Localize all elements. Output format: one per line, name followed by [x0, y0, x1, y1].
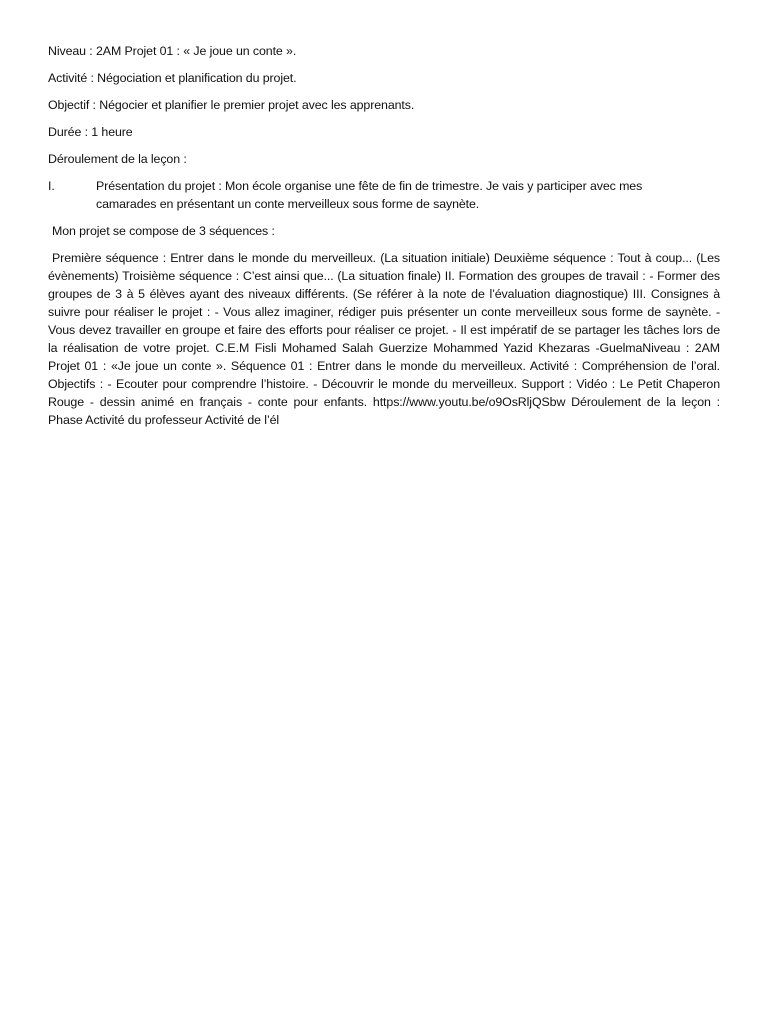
section-one-text: Présentation du projet : Mon école organise une fête de fin de trimestre. Je vais y participer avec mes camarades en présentant un conte merveilleux sous forme de saynète. [96, 179, 643, 211]
projet-intro-line: Mon projet se compose de 3 séquences : [52, 224, 275, 238]
section-one-marker: I. [48, 179, 55, 193]
niveau-line: Niveau : 2AM Projet 01 : « Je joue un conte ». [48, 44, 297, 58]
body-paragraph: Première séquence : Entrer dans le monde du merveilleux. (La situation initiale) Deuxième séquence : Tout à coup... (Les évènements) Troisième séquence : C’est ainsi que... (La situation finale) II. Formation des groupes de travail : - Former des groupes de 3 à 5 élèves ayant des niveaux différents. (Se référer à la note de l’évaluation diagnostique) III. Consignes à suivre pour réaliser le projet : - Vous allez imaginer, rédiger puis présenter un conte merveilleux sous forme de saynète. - Vous devez travailler en groupe et faire des efforts pour réaliser ce projet. - Il est impératif de se partager les tâches lors de la réalisation de votre projet. C.E.M Fisli Mohamed Salah Guerzize Mohammed Yazid Khezaras -GuelmaNiveau : 2AM Projet 01 : «Je joue un conte ». Séquence 01 : Entrer dans le monde du merveilleux. Activité : Compréhension de l’oral. Objectifs : - Ecouter pour comprendre l’histoire. - Découvrir le monde du merveilleux. Support : Vidéo : Le Petit Chaperon Rouge - dessin animé en français - conte pour enfants. https://www.youtu.be/o9OsRljQSbw Déroulement de la leçon : Phase Activité du professeur Activité de l’él [48, 251, 720, 427]
objectif-line: Objectif : Négocier et planifier le premier projet avec les apprenants. [48, 98, 415, 112]
duree-line: Durée : 1 heure [48, 125, 133, 139]
activite-line: Activité : Négociation et planification du projet. [48, 71, 297, 85]
document-content [48, 42, 720, 429]
deroulement-heading: Déroulement de la leçon : [48, 152, 187, 166]
section-one-item [48, 177, 720, 213]
